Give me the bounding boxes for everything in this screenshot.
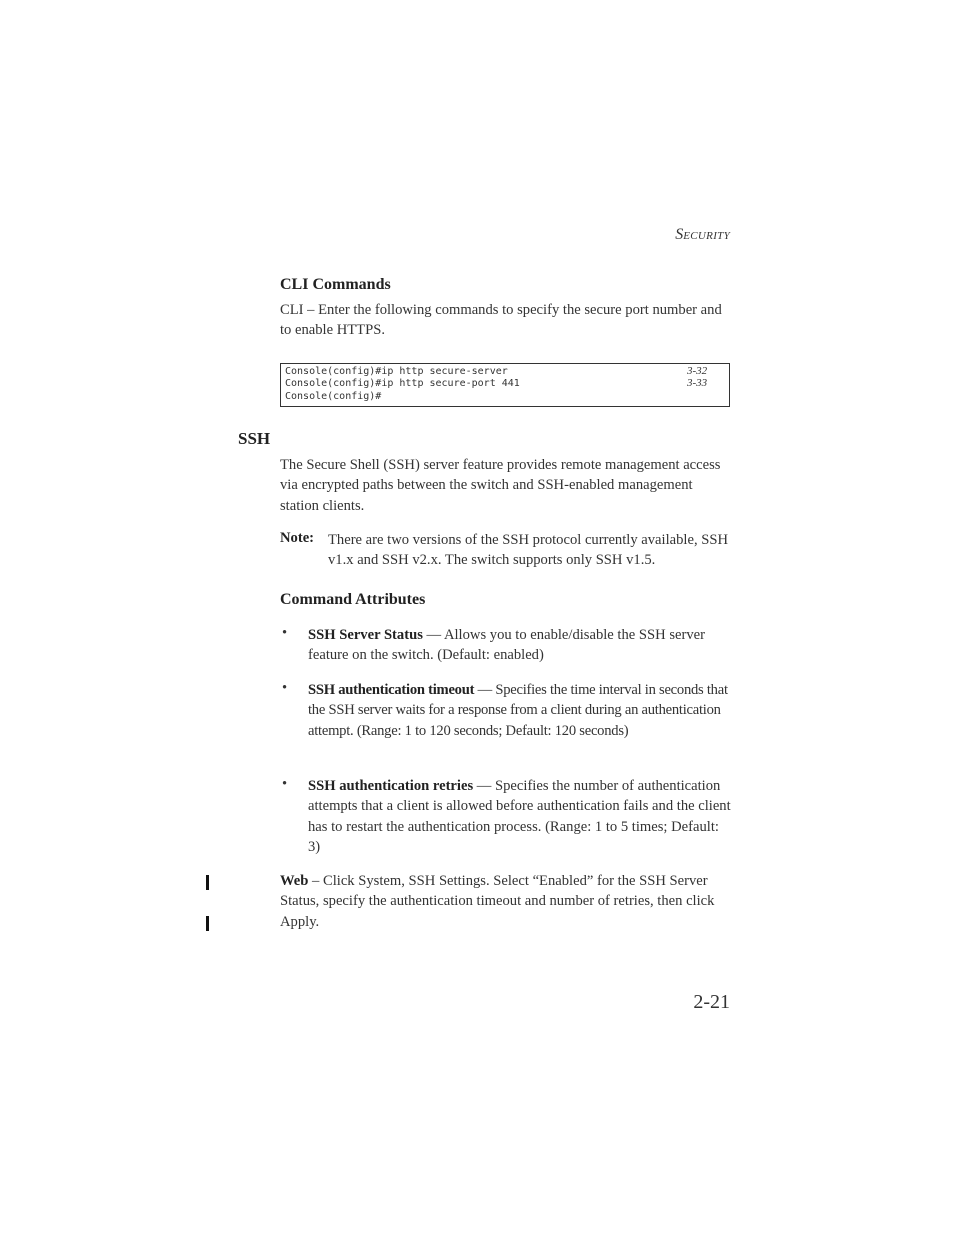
attribute-desc: — Specifies the time interval in seconds that the SSH server waits for a response from a client during an authentication attempt. (Range: 1 to 120 seconds; Default: 120 seconds) [308,682,728,739]
change-bar-1 [206,875,209,890]
attribute-item-ssh-auth-timeout [308,680,732,741]
bullet-3: • [282,776,288,792]
cli-commands-heading: CLI Commands [280,276,391,293]
ssh-heading: SSH [238,429,271,448]
bullet-2: • [282,680,288,696]
code-ref-2: 3-33 [687,377,708,389]
note-label: Note: [280,530,315,546]
attribute-term: SSH authentication timeout [308,682,475,698]
code-line-3: Console(config)# [285,391,382,402]
web-paragraph [280,871,732,932]
code-line-1: Console(config)#ip http secure-server [285,366,508,377]
web-label: Web [280,873,309,889]
cli-code-block [280,363,730,407]
note-text: There are two versions of the SSH protocol currently available, SSH v1.x and SSH v2.x. The switch supports only SSH v1.5. [328,532,729,569]
code-ref-1: 3-32 [687,365,708,377]
code-line-2: Console(config)#ip http secure-port 441 [285,378,520,389]
page-number: 2-21 [693,991,730,1013]
attribute-item-ssh-server-status [308,625,732,666]
ssh-intro-paragraph: The Secure Shell (SSH) server feature provides remote management access via encrypted paths between the switch and SSH-enabled management station clients. [280,457,721,514]
attribute-desc: — Specifies the number of authentication attempts that a client is allowed before authentication fails and the client has to restart the authentication process. (Range: 1 to 5 times; Default: 3) [308,778,731,855]
attribute-item-ssh-auth-retries [308,776,732,857]
attribute-term: SSH authentication retries [308,778,474,794]
command-attributes-heading: Command Attributes [280,591,426,608]
running-head [600,226,730,244]
web-text: – Click System, SSH Settings. Select “Enabled” for the SSH Server Status, specify the authentication timeout and number of retries, then click Apply. [280,873,715,930]
change-bar-2 [206,916,209,931]
cli-intro-paragraph: CLI – Enter the following commands to specify the secure port number and to enable HTTPS. [280,302,722,339]
running-head-initial: S [675,226,684,243]
attribute-desc: — Allows you to enable/disable the SSH server feature on the switch. (Default: enabled) [308,627,705,664]
bullet-1: • [282,625,288,641]
running-head-rest: ECURITY [683,230,730,242]
attribute-term: SSH Server Status [308,627,423,643]
